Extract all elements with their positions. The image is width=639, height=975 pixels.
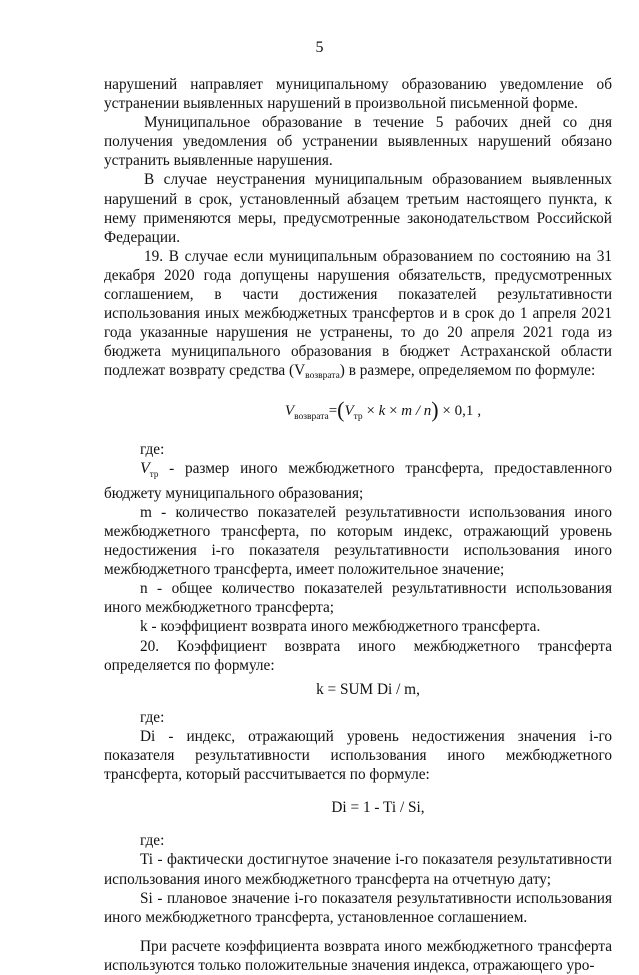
gde-label: где: bbox=[140, 440, 165, 458]
paragraph: Муниципальное образование в течение 5 рабочих дней со дня получения уведомления об устранении выявленных нарушений обязано устранить выявленные нарушения. bbox=[104, 114, 612, 170]
vtr-symbol: V bbox=[140, 459, 150, 477]
formula-subscript: возврата bbox=[294, 411, 329, 422]
paragraph-20: 20. Коэффициент возврата иного межбюджетного трансферта определяется по формуле: bbox=[104, 637, 612, 674]
formula-symbol: V bbox=[284, 402, 295, 419]
formula-comma: , bbox=[477, 402, 482, 419]
formula-tail: × 0,1 bbox=[438, 402, 474, 419]
page-number: 5 bbox=[315, 39, 324, 56]
formula-symbol: m / n bbox=[401, 402, 432, 419]
formula-paren: ) bbox=[431, 396, 439, 422]
last-paragraph: При расчете коэффициента возврата иного межбюджетного трансферта используются только положительные значения индекса, отражающего уро- bbox=[104, 937, 612, 974]
paragraph-19 bbox=[104, 247, 612, 387]
formula-di: Di = 1 - Ti / Si, bbox=[331, 799, 425, 817]
m-definition: m - количество показателей результативности использования иного межбюджетного трансферта, по которым индекс, отражающий уровень недостижения i-го показателя результативности использования иного межбюджетного трансферта, имеет положительное значение; bbox=[104, 503, 612, 579]
n-definition: n - общее количество показателей результативности использования иного межбюджетного трансферта; bbox=[104, 580, 612, 617]
formula-k: k = SUM Di / m, bbox=[316, 680, 420, 698]
vtr-subscript: тр bbox=[149, 468, 159, 479]
vtr-definition bbox=[104, 459, 612, 503]
formula-v-vozvrata bbox=[104, 396, 612, 427]
paragraph: нарушений направляет муниципальному образованию уведомление об устранении выявленных нарушений в произвольной письменной форме. bbox=[104, 76, 612, 113]
formula-operator: = bbox=[328, 402, 338, 419]
document-body bbox=[104, 75, 612, 975]
formula-subscript: тр bbox=[353, 411, 363, 422]
formula-symbol: V bbox=[344, 402, 354, 419]
subscript-vozvrata: возврата bbox=[305, 371, 340, 382]
vtr-description: - размер иного межбюджетного трансферта, предоставленного бюджету муниципального образования; bbox=[104, 459, 612, 502]
gde-label: где: bbox=[140, 832, 165, 850]
ti-definition: Ti - фактически достигнутое значение i-го показателя результативности использования иного межбюджетного трансферта на отчетную дату; bbox=[104, 851, 612, 888]
k-definition: k - коэффициент возврата иного межбюджетного трансферта. bbox=[140, 618, 541, 636]
gde-label: где: bbox=[140, 708, 165, 726]
paragraph-19-text: 19. В случае если муниципальным образованием по состоянию на 31 декабря 2020 года допущены нарушения обязательств, предусмотренных соглашением, в части достижения показателей результативности использования иных межбюджетных трансфертов и в срок до 1 апреля 2021 года указанные нарушения не устранены, то до 20 апреля 2021 года из бюджета муниципального образования в бюджет Астраханской области подлежат возврату средства (V bbox=[104, 247, 612, 380]
paragraph: В случае неустранения муниципальным образованием выявленных нарушений в срок, установленный абзацем третьим настоящего пункта, к нему применяются меры, предусмотренные законодательством Российской Федерации. bbox=[104, 171, 612, 246]
formula-operator: × bbox=[385, 402, 402, 419]
formula-paren: ( bbox=[337, 396, 345, 422]
formula-operator: × bbox=[362, 402, 379, 419]
formula-symbol: k bbox=[378, 402, 386, 419]
di-definition: Di - индекс, отражающий уровень недостижения значения i-го показателя результативности использования иного межбюджетного трансферта, который рассчитывается по формуле: bbox=[104, 727, 612, 784]
si-definition: Si - плановое значение i-го показателя результативности использования иного межбюджетного трансферта, установленное соглашением. bbox=[104, 889, 612, 926]
paragraph-19-text-end: ) в размере, определяемом по формуле: bbox=[339, 362, 596, 380]
